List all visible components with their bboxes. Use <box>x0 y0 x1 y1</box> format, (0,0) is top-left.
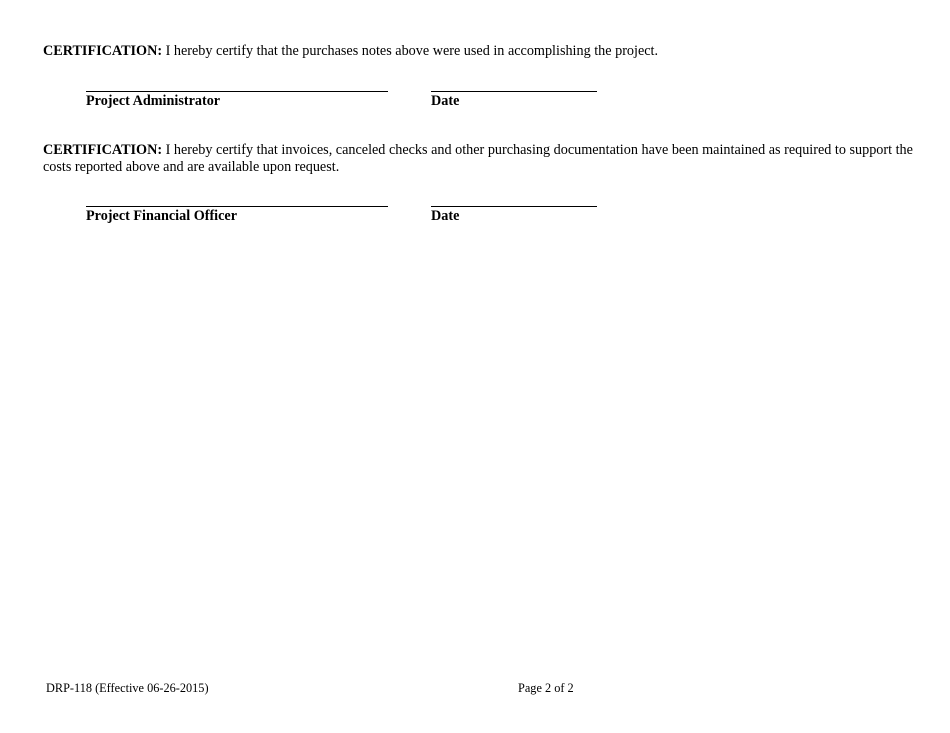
signature-line-date-1 <box>431 91 597 92</box>
signature-label-project-administrator: Project Administrator <box>86 93 221 109</box>
page-number-footer: Page 2 of 2 <box>518 681 574 695</box>
certification-text: I hereby certify that the purchases notes above were used in accomplishing the project. <box>162 43 659 59</box>
signature-label-date-2: Date <box>431 208 460 224</box>
form-id-footer: DRP-118 (Effective 06-26-2015) <box>46 681 209 695</box>
certification-statement-2 <box>43 142 913 176</box>
certification-label: CERTIFICATION: <box>43 142 163 158</box>
certification-text: I hereby certify that invoices, canceled checks and other purchasing documentation have been maintained as required to support the costs reported above and are available upon request. <box>43 142 913 175</box>
certification-statement-1 <box>43 43 913 60</box>
signature-line-project-administrator <box>86 91 388 92</box>
signature-label-date-1: Date <box>431 93 460 109</box>
certification-label: CERTIFICATION: <box>43 43 163 59</box>
signature-line-date-2 <box>431 206 597 207</box>
signature-label-project-financial-officer: Project Financial Officer <box>86 208 238 224</box>
signature-line-project-financial-officer <box>86 206 388 207</box>
